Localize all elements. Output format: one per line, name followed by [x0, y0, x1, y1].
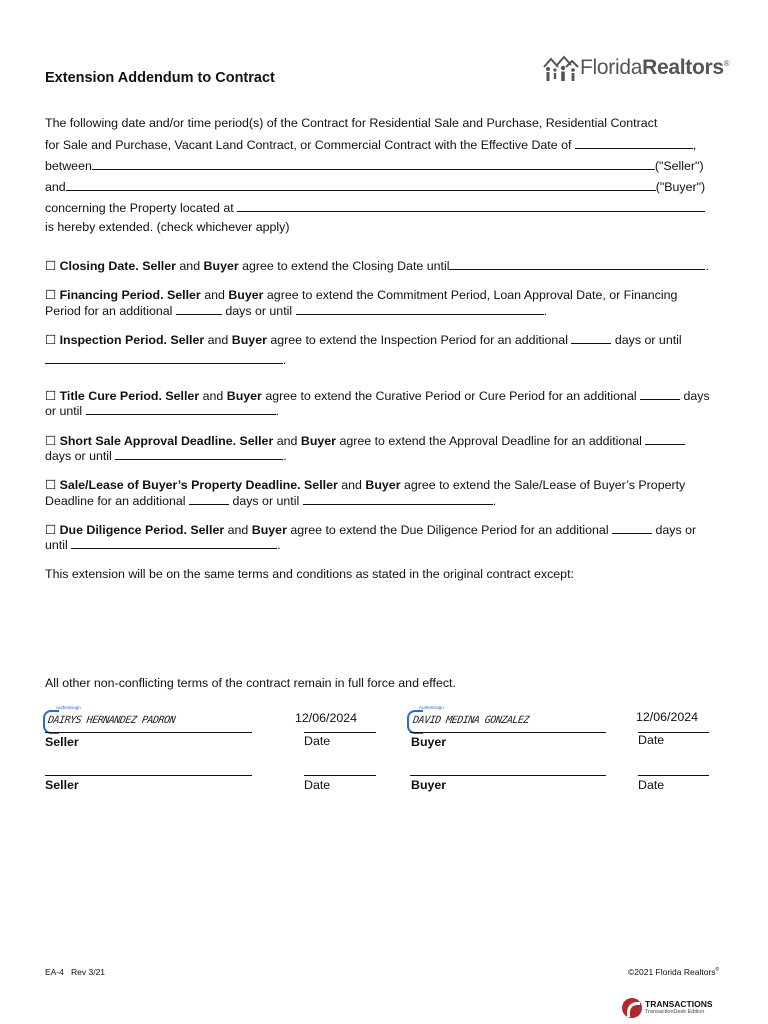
due-diligence-days-field[interactable] [612, 521, 652, 534]
seller2-label: Seller [45, 778, 79, 792]
seller1-signature-line [45, 732, 252, 733]
closing-checkbox[interactable]: ☐ [45, 259, 57, 273]
buyer2-date-label: Date [638, 778, 665, 792]
short-sale-item: ☐ Short Sale Approval Deadline. Seller and Buyer agree to extend the Approval Deadline for an additional [45, 432, 685, 449]
terms-statement: This extension will be on the same terms and conditions as stated in the original contract except: [45, 567, 574, 581]
due-diligence-until-field[interactable] [71, 536, 277, 549]
seller1-label: Seller [45, 735, 79, 749]
seller-name-field[interactable] [92, 157, 655, 170]
transactions-title: TRANSACTIONS [645, 999, 713, 1009]
authentisign-label: Authentisign [419, 705, 444, 710]
houses-people-icon [540, 53, 580, 83]
seller2-signature-line[interactable] [45, 775, 252, 776]
inspection-days-field[interactable] [571, 331, 611, 344]
title-cure-until-field[interactable] [86, 402, 276, 415]
financing-item: ☐ Financing Period. Seller and Buyer agree to extend the Commitment Period, Loan Approval Date, or Financing [45, 288, 678, 302]
due-diligence-line-2: until . [45, 538, 281, 552]
buyer1-signature[interactable]: DAVID MEDINA GONZALEZ [412, 715, 530, 726]
inspection-until-field[interactable] [45, 351, 283, 364]
financing-days-field[interactable] [176, 302, 222, 315]
short-sale-until-field[interactable] [115, 447, 283, 460]
copyright: ©2021 Florida Realtors® [628, 967, 720, 977]
buyer2-date-line[interactable] [638, 775, 709, 776]
seller1-date-label: Date [304, 734, 331, 748]
sale-lease-line-2: Deadline for an additional days or until . [45, 494, 497, 508]
form-id: EA-4 Rev 3/21 [45, 967, 106, 977]
transactions-icon [622, 998, 642, 1018]
financing-until-field[interactable] [296, 302, 544, 315]
sale-lease-until-field[interactable] [303, 492, 493, 505]
buyer2-label: Buyer [411, 778, 447, 792]
buyer-name-field[interactable] [66, 178, 656, 191]
and-line: and ("Buyer") [45, 180, 706, 194]
short-sale-days-field[interactable] [645, 432, 685, 445]
exceptions-field[interactable] [45, 588, 725, 658]
inspection-item: ☐ Inspection Period. Seller and Buyer agree to extend the Inspection Period for an additional days or until [45, 333, 682, 347]
sale-lease-item: ☐ Sale/Lease of Buyer’s Property Deadline. Seller and Buyer agree to extend the Sale/Lease of Buyer’s Property [45, 478, 686, 492]
due-diligence-item: ☐ Due Diligence Period. Seller and Buyer agree to extend the Due Diligence Period for an additional days or [45, 523, 697, 537]
title-cure-checkbox[interactable]: ☐ [45, 389, 57, 403]
title-cure-item: ☐ Title Cure Period. Seller and Buyer agree to extend the Curative Period or Cure Period for an additional days [45, 389, 710, 403]
florida-realtors-logo [540, 52, 729, 84]
title-cure-line-2: or until . [45, 404, 280, 418]
financing-checkbox[interactable]: ☐ [45, 288, 57, 302]
closing-date-field[interactable] [449, 257, 705, 270]
authentisign-label: Authentisign [56, 705, 81, 710]
intro-line-2: for Sale and Purchase, Vacant Land Contract, or Commercial Contract with the Effective Date of , [45, 138, 697, 152]
concerning-line: concerning the Property located at [45, 199, 705, 216]
seller1-date-line [304, 732, 376, 733]
sale-lease-checkbox[interactable]: ☐ [45, 478, 57, 492]
intro-line-1: The following date and/or time period(s) of the Contract for Residential Sale and Purchase, Residential Contract [45, 116, 658, 130]
seller2-date-line[interactable] [304, 775, 376, 776]
seller1-signature[interactable]: DAIRYS HERNANDEZ PADRON [47, 715, 176, 726]
buyer1-date-value[interactable]: 12/06/2024 [636, 710, 699, 724]
document-title: Extension Addendum to Contract [45, 70, 275, 86]
buyer1-label: Buyer [411, 735, 447, 749]
short-sale-line-2: days or until . [45, 449, 287, 463]
effective-date-field[interactable] [575, 136, 693, 149]
buyer1-date-label: Date [638, 733, 665, 747]
sale-lease-days-field[interactable] [189, 492, 229, 505]
extended-line: is hereby extended. (check whichever apply) [45, 220, 290, 234]
financing-line-2: Period for an additional days or until . [45, 304, 548, 318]
remain-statement: All other non-conflicting terms of the contract remain in full force and effect. [45, 676, 456, 690]
closing-date-item: ☐ Closing Date. Seller and Buyer agree to extend the Closing Date until . [45, 259, 709, 273]
transactions-logo [622, 998, 713, 1018]
property-address-field[interactable] [237, 199, 705, 212]
logo-wordmark: FloridaRealtors® [580, 56, 730, 79]
buyer2-signature-line[interactable] [410, 775, 606, 776]
seller1-date-value[interactable]: 12/06/2024 [295, 711, 358, 725]
short-sale-checkbox[interactable]: ☐ [45, 434, 57, 448]
transactions-subtitle: TransactionDesk Edition [645, 1009, 705, 1015]
buyer1-signature-line [410, 732, 606, 733]
inspection-line-2: . [45, 351, 286, 368]
seller2-date-label: Date [304, 778, 331, 792]
inspection-checkbox[interactable]: ☐ [45, 333, 57, 347]
due-diligence-checkbox[interactable]: ☐ [45, 523, 57, 537]
title-cure-days-field[interactable] [640, 387, 680, 400]
between-line: between ("Seller") [45, 159, 704, 173]
